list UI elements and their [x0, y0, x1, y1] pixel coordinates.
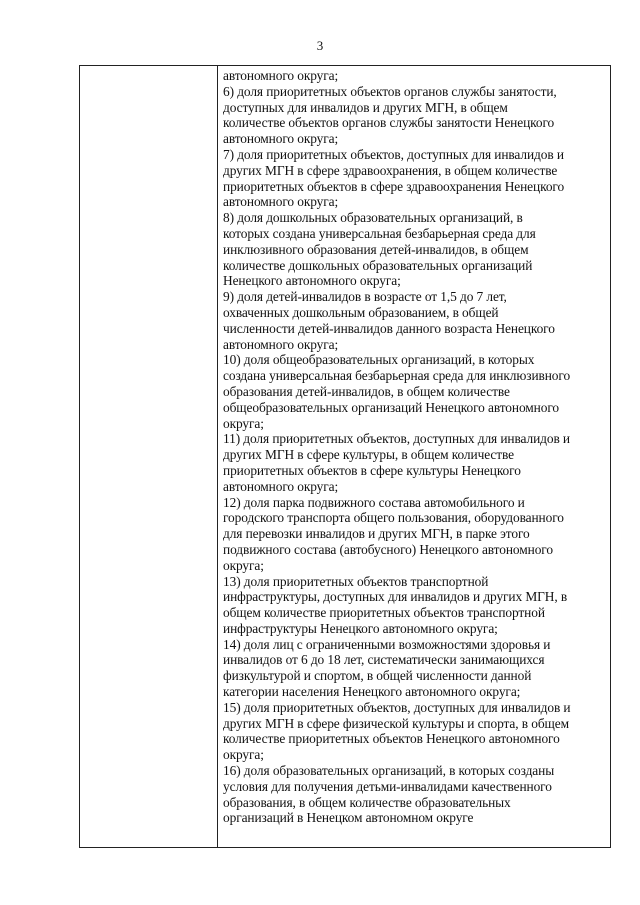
text-line: инвалидов от 6 до 18 лет, систематически занимающихся: [223, 652, 545, 668]
text-line: 7) доля приоритетных объектов, доступных для инвалидов и: [223, 146, 564, 162]
text-line: инфраструктуры Ненецкого автономного округа;: [223, 620, 498, 636]
text-line: общеобразовательных организаций Ненецкого автономного: [223, 399, 559, 415]
text-line: автономного округа;: [223, 478, 339, 494]
text-line: 12) доля парка подвижного состава автомобильного и: [223, 494, 525, 510]
text-line: других МГН в сфере здравоохранения, в общем количестве: [223, 162, 558, 178]
text-line: округа;: [223, 747, 264, 763]
text-line: 11) доля приоритетных объектов, доступных для инвалидов и: [223, 431, 570, 447]
text-line: автономного округа;: [223, 131, 339, 147]
text-line: округа;: [223, 415, 264, 431]
text-line: условия для получения детьми-инвалидами качественного: [223, 778, 552, 794]
text-line: округа;: [223, 557, 264, 573]
text-line: других МГН в сфере физической культуры и спорта, в общем: [223, 715, 569, 731]
column-divider: [217, 66, 218, 847]
text-line: 16) доля образовательных организаций, в которых созданы: [223, 763, 555, 779]
page-number: 3: [316, 38, 324, 53]
text-line: для перевозки инвалидов и других МГН, в парке этого: [223, 526, 530, 542]
text-line: 9) доля детей-инвалидов в возрасте от 1,5 до 7 лет,: [223, 289, 507, 305]
text-line: которых создана универсальная безбарьерная среда для: [223, 225, 536, 241]
text-line: охваченных дошкольным образованием, в общей: [223, 304, 499, 320]
text-line: Ненецкого автономного округа;: [223, 273, 401, 289]
text-line: 14) доля лиц с ограниченными возможностями здоровья и: [223, 636, 551, 652]
text-line: 8) доля дошкольных образовательных организаций, в: [223, 210, 523, 226]
text-line: организаций в Ненецком автономном округе: [223, 810, 474, 826]
text-line: количестве дошкольных образовательных организаций: [223, 257, 533, 273]
text-line: создана универсальная безбарьерная среда для инклюзивного: [223, 368, 571, 384]
text-line: приоритетных объектов в сфере культуры Ненецкого: [223, 462, 521, 478]
text-line: образования детей-инвалидов, в общем количестве: [223, 383, 510, 399]
text-line: инфраструктуры, доступных для инвалидов и других МГН, в: [223, 589, 568, 605]
text-line: образования, в общем количестве образовательных: [223, 794, 511, 810]
indicators-cell: [223, 68, 604, 826]
text-line: общем количестве приоритетных объектов транспортной: [223, 605, 545, 621]
text-line: автономного округа;: [223, 336, 339, 352]
text-line: физкультурой и спортом, в общей численности данной: [223, 668, 532, 684]
text-line: инклюзивного образования детей-инвалидов, в общем: [223, 241, 529, 257]
text-line: категории населения Ненецкого автономного округа;: [223, 684, 521, 700]
text-line: количестве объектов органов службы занятости Ненецкого: [223, 115, 555, 131]
text-line: доступных для инвалидов и других МГН, в общем: [223, 99, 508, 115]
text-line: других МГН в сфере культуры, в общем количестве: [223, 447, 514, 463]
text-line: городского транспорта общего пользования, оборудованного: [223, 510, 564, 526]
text-line: автономного округа;: [223, 194, 339, 210]
text-line: 10) доля общеобразовательных организаций, в которых: [223, 352, 535, 368]
text-line: 15) доля приоритетных объектов, доступных для инвалидов и: [223, 699, 571, 715]
text-line: автономного округа;: [223, 68, 339, 83]
text-line: 13) доля приоритетных объектов транспортной: [223, 573, 489, 589]
text-line: подвижного состава (автобусного) Ненецкого автономного: [223, 541, 553, 557]
text-line: приоритетных объектов в сфере здравоохранения Ненецкого: [223, 178, 565, 194]
text-line: количестве приоритетных объектов Ненецкого автономного: [223, 731, 560, 747]
indicators-table: [79, 65, 611, 848]
text-line: 6) доля приоритетных объектов органов службы занятости,: [223, 83, 557, 99]
text-line: численности детей-инвалидов данного возраста Ненецкого: [223, 320, 555, 336]
